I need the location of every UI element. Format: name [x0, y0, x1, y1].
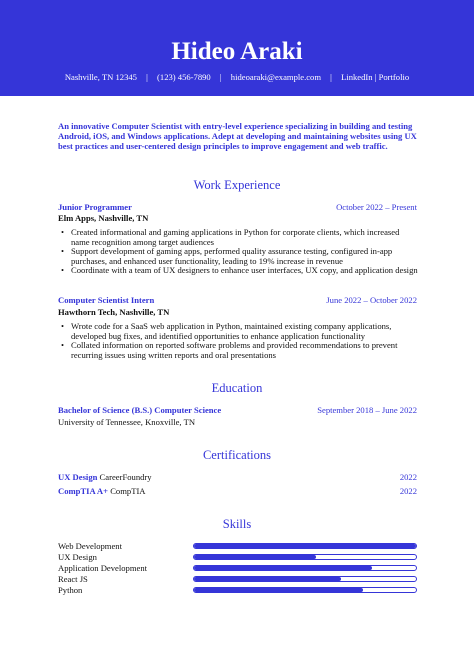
header-band [0, 0, 474, 96]
skills-heading: Skills [222, 517, 252, 531]
education-heading: Education [211, 381, 263, 395]
list-item: • Wrote code for a SaaS web application in Python, maintained existing company applications, developed bug fixes, and identified opportunities to enhance application functionality [58, 322, 418, 341]
list-item: • Collated information on reported software problems and provided recommendations to prevent recurring issues using written reports and oral presentations [58, 341, 418, 360]
certification-name: CompTIA A+ [58, 486, 109, 496]
skill-name: Python [58, 585, 83, 595]
skill-row [58, 541, 417, 551]
location-text: Nashville, TN 12345 [64, 72, 137, 82]
job-dates: June 2022 – October 2022 [326, 295, 417, 305]
job-company: Elm Apps, Nashville, TN [58, 213, 149, 223]
skill-name: UX Design [58, 552, 97, 562]
skill-name: Web Development [58, 541, 122, 551]
job-bullet-list [58, 228, 418, 276]
skill-row [58, 585, 417, 595]
skill-row [58, 574, 417, 584]
job-title: Junior Programmer [58, 202, 132, 212]
skill-bar-fill [194, 566, 372, 570]
job-company: Hawthorn Tech, Nashville, TN [58, 307, 170, 317]
skill-bar-fill [194, 544, 416, 548]
skill-name: Application Development [58, 563, 148, 573]
certification-row [58, 472, 417, 482]
phone-text[interactable]: (123) 456-7890 [157, 72, 211, 82]
skill-bar-fill [194, 555, 316, 559]
skill-row [58, 563, 417, 573]
skill-bar [193, 576, 417, 582]
candidate-name: Hideo Araki [171, 38, 303, 65]
certification-year: 2022 [399, 486, 417, 496]
skill-name: React JS [58, 574, 88, 584]
degree-title: Bachelor of Science (B.S.) Computer Science [58, 405, 222, 415]
summary-paragraph: An innovative Computer Scientist with entry-level experience specializing in building and testing Android, iOS, and Windows applications. Adept at developing and maintaining websites using UX best practices and user-centered design principles to improve engagement and web traffic. [58, 121, 417, 152]
job-bullet-list [58, 322, 418, 360]
contact-separator: | [219, 72, 222, 82]
job-title: Computer Scientist Intern [58, 295, 155, 305]
skill-bar-fill [194, 588, 363, 592]
list-item: • Coordinate with a team of UX designers to enhance user interfaces, UX copy, and application design [58, 266, 418, 276]
contact-separator: | [146, 72, 148, 82]
portfolio-link[interactable]: Portfolio [378, 72, 410, 82]
certification-name: UX Design [58, 472, 98, 482]
certification-issuer: CompTIA [110, 486, 146, 496]
email-link[interactable]: hideoaraki@example.com [230, 72, 322, 82]
certification-issuer: CareerFoundry [99, 472, 152, 482]
skill-bar [193, 554, 417, 560]
skill-bar-fill [194, 577, 341, 581]
certification-year: 2022 [399, 472, 417, 482]
education-dates: September 2018 – June 2022 [317, 405, 417, 415]
skill-bar [193, 565, 417, 571]
list-item: • Support development of gaming apps, performed quality assurance testing, configured in-app purchases, and enhanced user functionality, leading to 19% increase in revenue [58, 247, 418, 266]
skill-bar [193, 543, 417, 549]
contact-separator: | [330, 72, 332, 82]
work-experience-heading: Work Experience [193, 178, 281, 192]
contact-line [0, 72, 474, 83]
list-item: • Created informational and gaming applications in Python for corporate clients, which increased name recognition among target audiences [58, 228, 418, 247]
linkedin-link[interactable]: LinkedIn [341, 72, 373, 82]
job-dates: October 2022 – Present [336, 202, 417, 212]
link-separator: | [372, 72, 379, 82]
school-name: University of Tennessee, Knoxville, TN [58, 417, 196, 427]
certifications-heading: Certifications [202, 448, 272, 462]
skill-row [58, 552, 417, 562]
certification-row [58, 486, 417, 496]
skill-bar [193, 587, 417, 593]
